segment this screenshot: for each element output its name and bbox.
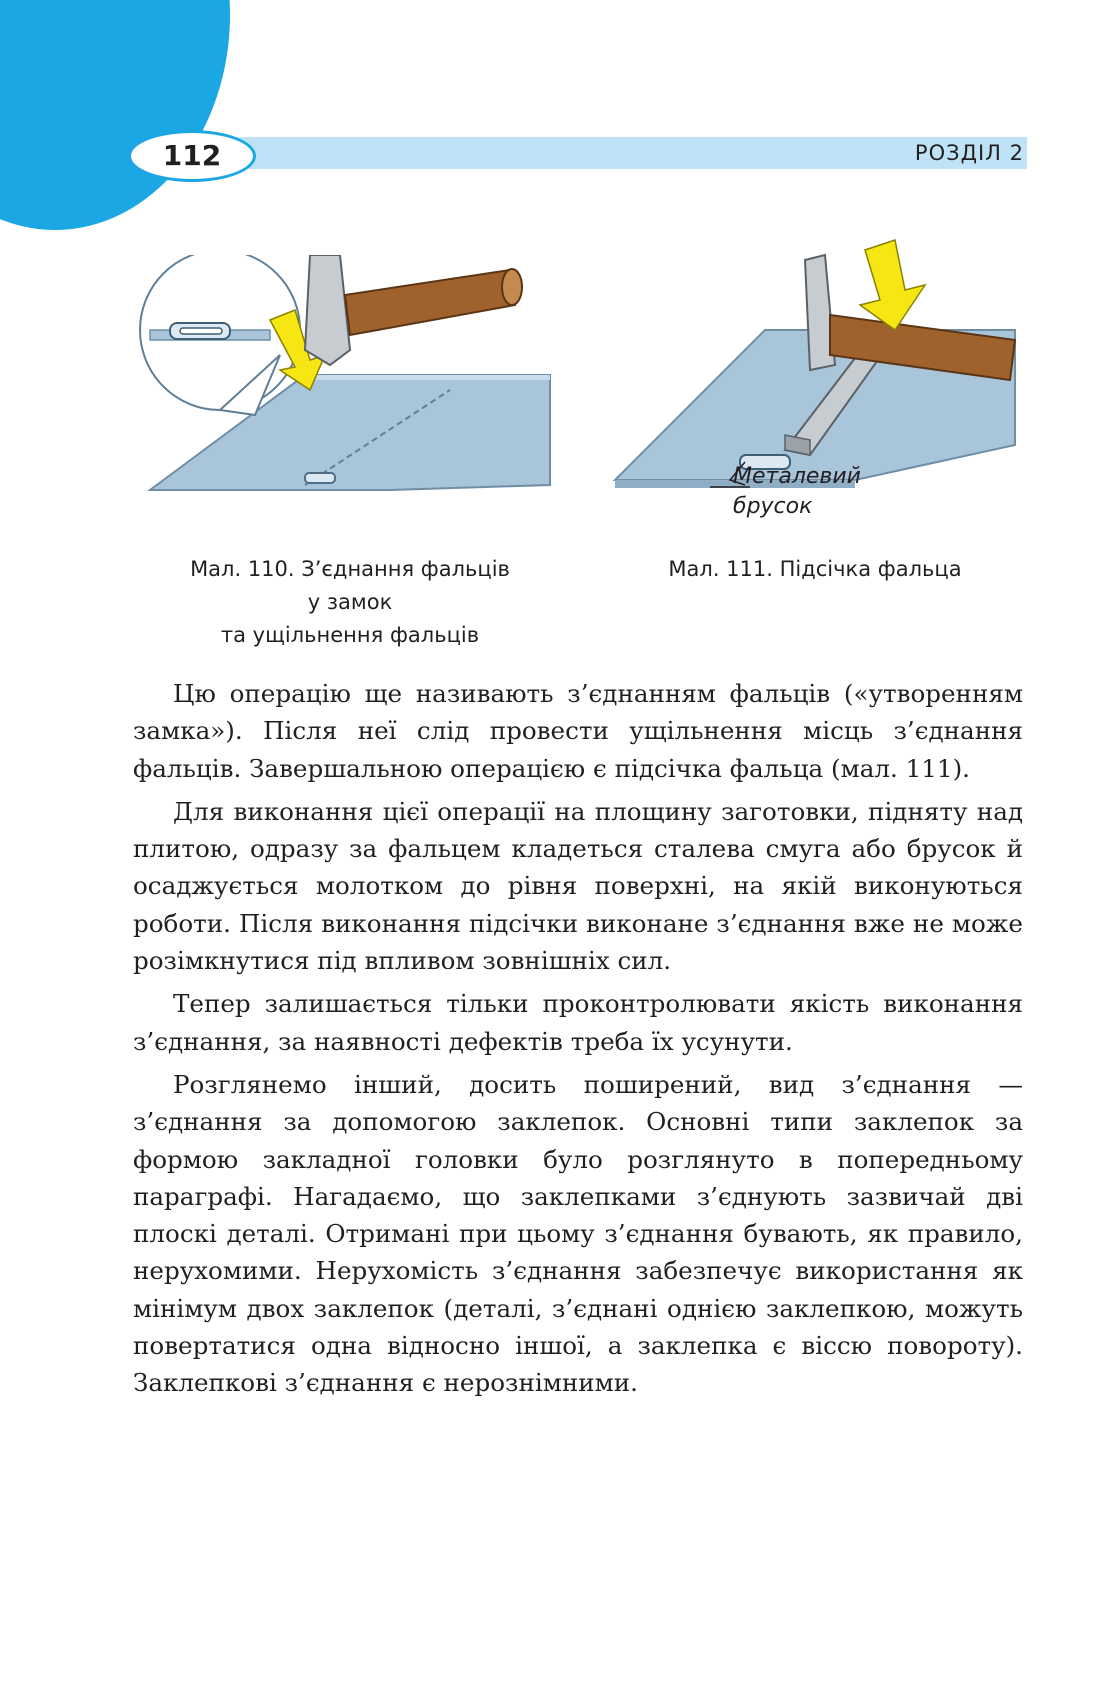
hammer-handle <box>345 270 515 335</box>
caption-line: Мал. 110. З’єднання фальців <box>190 557 510 581</box>
figure-110-illustration <box>130 255 570 495</box>
yellow-arrow-icon <box>860 240 925 330</box>
caption-line: та ущільнення фальців <box>220 623 480 647</box>
paragraph: Цю операцію ще називають з’єднанням фальців («утворенням замка»). Після неї слід провести ущільнення місць з’єднання фальців. Завершальною операцією є підсічка фальца (мал. 111). <box>133 679 1023 783</box>
seam-fold <box>305 473 335 483</box>
paragraph: Розглянемо інший, досить поширений, вид з’єднання — з’єднання за допомогою заклепок. Основні типи заклепок за формою закладної головки було розглянуто в попередньому параграфі. Нагадаємо, що заклепками з’єднують зазвичай дві плоскі деталі. Отримані при цьому з’єднання бувають, як правило, нерухомими. Нерухомість з’єднання забезпечує використання як мінімум двох заклепок (деталі, з’єднані однією заклепкою, можуть повертатися одна відносно іншої, а заклепка є віссю повороту). Заклепкові з’єднання є нерознімними. <box>133 1069 1023 1398</box>
figure-111-caption: Мал. 111. Підсічка фальца <box>668 557 962 581</box>
metal-bar-label-line2: брусок <box>733 494 813 519</box>
caption-line: у замок <box>307 590 393 614</box>
header-band <box>175 137 1027 169</box>
corner-decoration <box>0 0 230 230</box>
body-text <box>133 675 1023 1402</box>
metal-bar-label-line1: Металевий <box>733 464 861 489</box>
figure-111-illustration <box>595 230 1025 530</box>
figure-110-caption <box>140 553 560 652</box>
paragraph: Тепер залишається тільки проконтролювати якість виконання з’єднання, за наявності дефектів треба їх усунути. <box>133 989 1023 1056</box>
section-label: РОЗДІЛ 2 <box>914 141 1024 165</box>
paragraph: Для виконання цієї операції на площину заготовки, підняту над плитою, одразу за фальцем кладеться сталева смуга або брусок й осаджується молотком до рівня поверхні, на якій виконуються роботи. Після виконання підсічки виконане з’єднання вже не може розімкнутися під впливом зовнішніх сил. <box>133 796 1023 976</box>
hammer-head <box>305 255 350 365</box>
page-number: 112 <box>128 130 256 182</box>
